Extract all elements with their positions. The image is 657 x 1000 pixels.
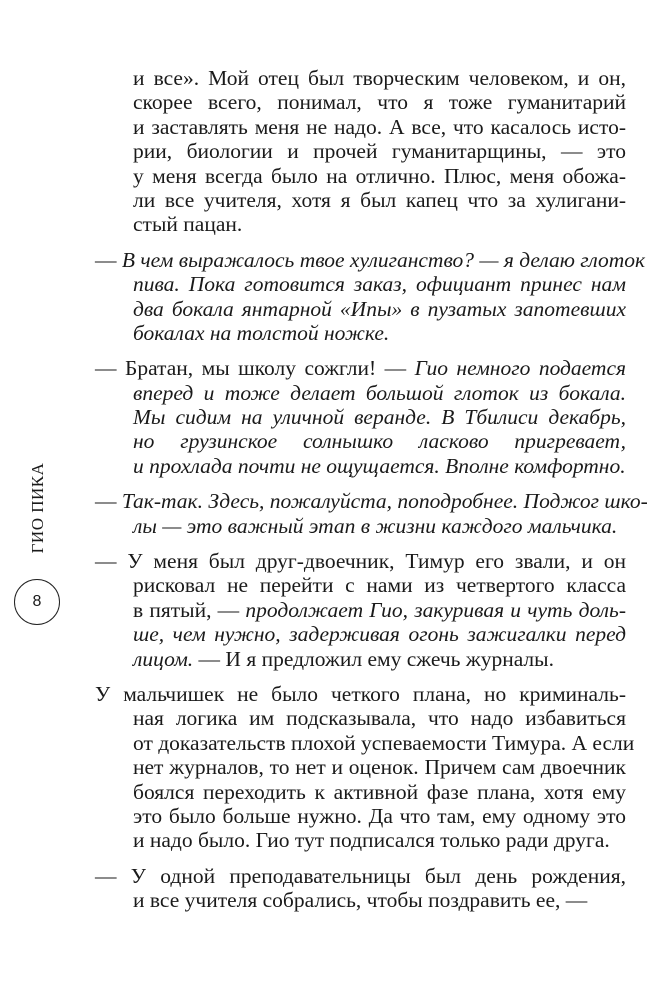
text-segment: — [95, 489, 122, 514]
text-segment: стый пацан. [133, 212, 243, 237]
text-segment: и заставлять меня не надо. А все, что касалось исто- [133, 114, 626, 139]
text-line [95, 622, 626, 646]
text-line [95, 706, 626, 730]
italic-text: два бокала янтарной «Ипы» в пузатых запотевших [133, 296, 626, 321]
text-line [95, 514, 626, 538]
paragraph [95, 864, 626, 913]
text-line [95, 755, 626, 779]
text-line [95, 828, 626, 852]
text-segment: — У одной преподавательницы был день рождения, [95, 863, 626, 888]
text-line [95, 429, 626, 453]
text-line [95, 321, 626, 345]
text-segment: — [95, 247, 122, 272]
text-segment: и все». Мой отец был творческим человеком, и он, [133, 66, 626, 90]
text-line [95, 549, 626, 573]
text-line [95, 66, 626, 90]
text-segment: У мальчишек не было четкого плана, но криминаль- [95, 681, 626, 706]
italic-text: пива. Пока готовится заказ, официант принес нам [133, 272, 626, 297]
italic-text: В чем выражалось твое хулиганство? — я делаю глоток [121, 247, 646, 272]
text-segment: — У меня был друг-двоечник, Тимур его звали, и он [95, 549, 626, 574]
italic-text: бокалах на толстой ножке. [133, 320, 390, 345]
text-line [95, 454, 626, 478]
text-line [95, 212, 626, 236]
text-segment: — Братан, мы школу сожгли! — [95, 356, 415, 381]
page-number-badge [14, 579, 60, 625]
text-line [95, 405, 626, 429]
text-segment: рисковал не перейти с нами из четвертого класса [133, 573, 626, 598]
body-text [95, 66, 648, 924]
text-line [95, 780, 626, 804]
text-segment: — И я предложил ему сжечь журналы. [193, 646, 554, 671]
text-line [95, 164, 626, 188]
text-line [95, 864, 626, 888]
text-line [95, 381, 626, 405]
text-line [95, 647, 626, 671]
text-segment: нет журналов, то нет и оценок. Причем сам двоечник [133, 755, 626, 780]
page-number: 8 [32, 593, 42, 610]
running-head: ГИО ПИКА [28, 462, 47, 554]
text-segment: рии, биологии и прочей гуманитарщины, — это [133, 139, 626, 164]
paragraph [95, 356, 626, 478]
text-line [95, 356, 626, 380]
text-line [95, 297, 626, 321]
text-segment: и надо было. Гио тут подписался только ради друга. [133, 828, 610, 853]
text-segment: и все учителя собрались, чтобы поздравить ее, — [133, 888, 588, 913]
text-segment: у меня всегда было на отлично. Плюс, меня обожа- [133, 163, 626, 188]
text-line [95, 598, 626, 622]
paragraph [95, 681, 635, 853]
italic-text: лицом. [133, 646, 194, 671]
text-line [95, 247, 646, 272]
text-segment: в пятый, — [133, 597, 246, 622]
text-segment: ли все учителя, хотя я был капец что за хулигани- [133, 187, 626, 212]
text-segment: это было больше нужно. Да что там, ему одному это [133, 803, 626, 828]
italic-text: продолжает Гио, закуривая и чуть доль- [245, 597, 626, 622]
paragraph [95, 66, 626, 237]
italic-text: вперед и тоже делает большой глоток из бокала. [133, 380, 626, 405]
italic-text: Так-так. Здесь, пожалуйста, поподробнее. Поджог шко- [121, 489, 648, 514]
text-line [95, 888, 626, 912]
text-segment: боялся переходить к активной фазе плана, хотя ему [133, 779, 626, 804]
italic-text: Гио немного подается [414, 356, 626, 381]
paragraph [95, 489, 648, 538]
text-line [95, 115, 626, 139]
text-line [95, 489, 648, 514]
text-segment: от доказательств плохой успеваемости Тимура. А если [133, 730, 635, 755]
paragraph [95, 247, 646, 346]
italic-text: ше, чем нужно, задерживая огонь зажигалки перед [133, 622, 626, 647]
paragraph [95, 549, 626, 671]
italic-text: и прохлада почти не ощущается. Вполне комфортно. [133, 453, 626, 478]
text-segment: скорее всего, понимал, что я тоже гуманитарий [133, 90, 626, 115]
text-segment: ная логика им подсказывала, что надо избавиться [133, 706, 626, 731]
text-line [95, 90, 626, 114]
italic-text: Мы сидим на уличной веранде. В Тбилиси декабрь, [133, 405, 626, 430]
italic-text: но грузинское солнышко ласково пригревает, [133, 429, 626, 454]
text-line [95, 730, 635, 755]
text-line [95, 139, 626, 163]
italic-text: лы — это важный этап в жизни каждого мальчика. [133, 513, 618, 538]
text-line [95, 272, 626, 296]
text-line [95, 188, 626, 212]
text-line [95, 804, 626, 828]
text-line [95, 573, 626, 597]
text-line [95, 682, 626, 706]
